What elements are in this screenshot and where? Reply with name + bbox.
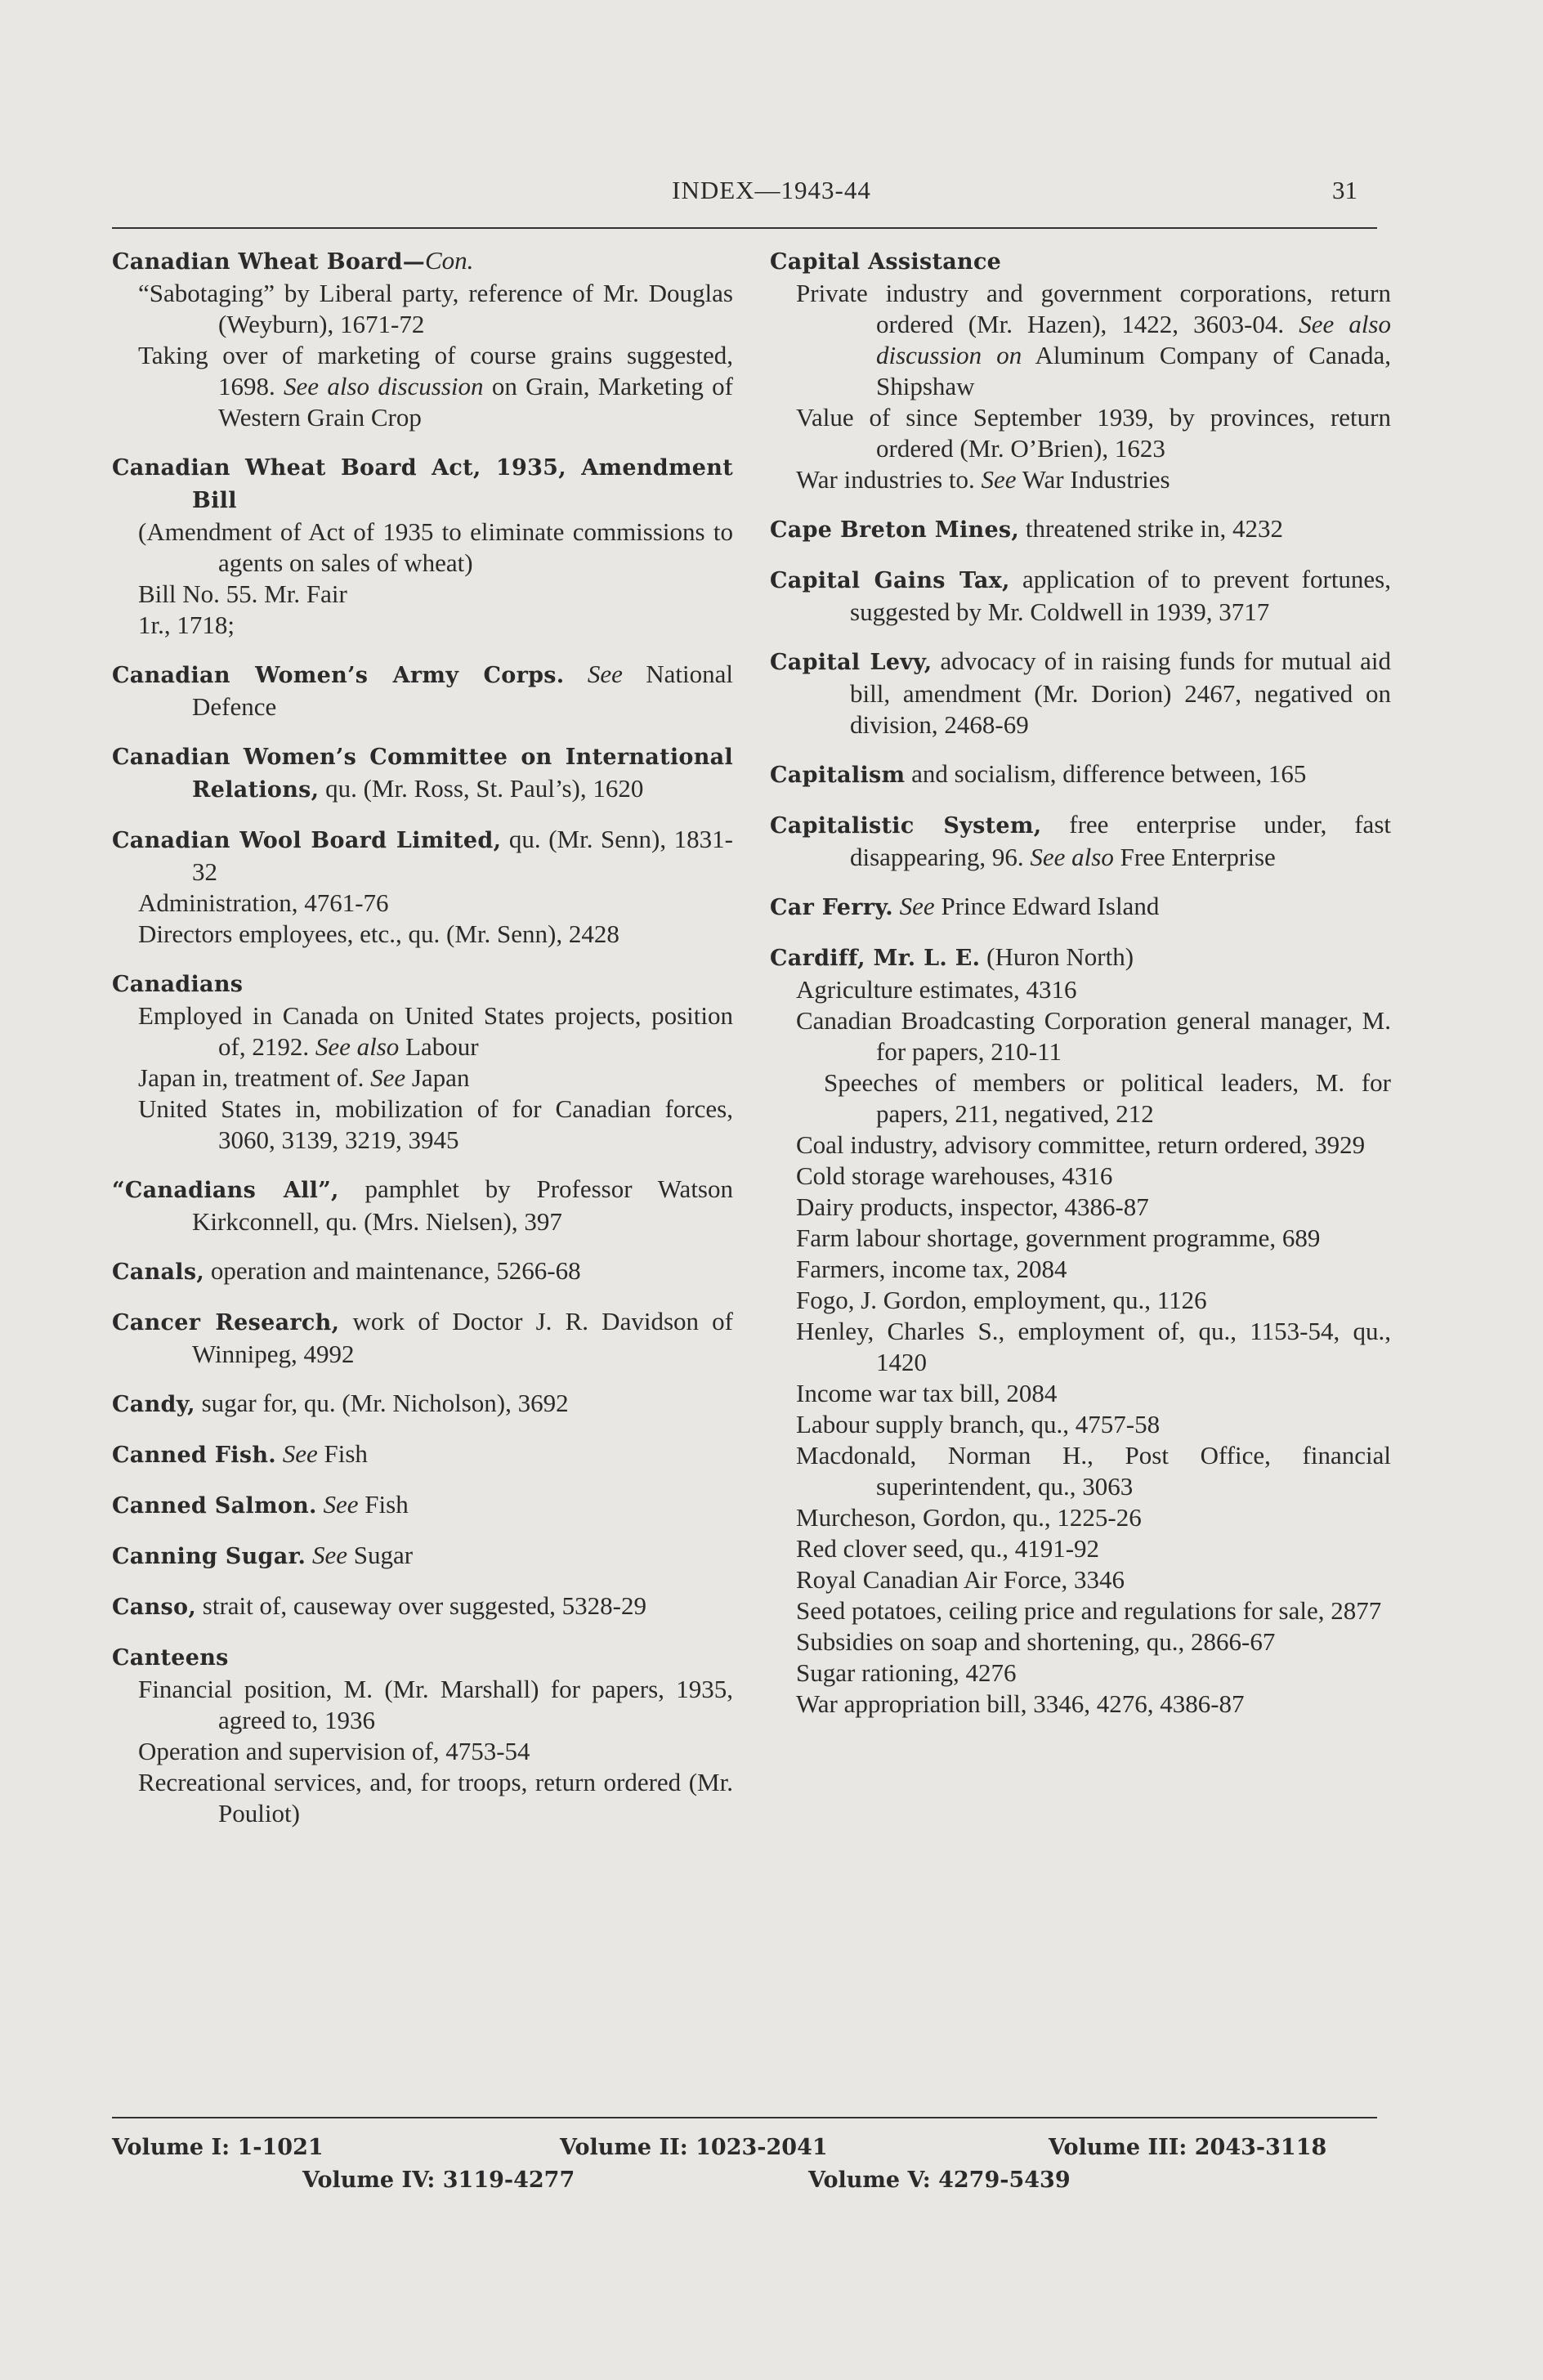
entry-heading-line bbox=[770, 942, 1391, 974]
index-entry bbox=[112, 1388, 733, 1420]
index-entry bbox=[112, 1641, 733, 1829]
entry-subentry: Income war tax bill, 2084 bbox=[796, 1379, 1058, 1407]
entry-text: See National Defence bbox=[192, 660, 734, 721]
entry-heading: Capitalistic System, bbox=[770, 813, 1042, 839]
entry-heading: Canadian Wool Board Limited, bbox=[112, 828, 502, 853]
index-entry bbox=[770, 513, 1391, 546]
entry-text: strait of, causeway over suggested, 5328-29 bbox=[196, 1591, 646, 1620]
entry-subentry: United States in, mobilization of for Canadian forces, 3060, 3139, 3219, 3945 bbox=[138, 1094, 733, 1154]
entry-subentry: Labour supply branch, qu., 4757-58 bbox=[796, 1410, 1161, 1438]
entry-subentry: Japan in, treatment of. See Japan bbox=[138, 1063, 470, 1092]
entry-heading: Cancer Research, bbox=[112, 1310, 340, 1335]
entry-subentry: Macdonald, Norman H., Post Office, financial superintendent, qu., 3063 bbox=[796, 1441, 1391, 1501]
entry-subentry: Henley, Charles S., employment of, qu., 1153-54, qu., 1420 bbox=[796, 1317, 1391, 1376]
entry-heading: Cape Breton Mines, bbox=[770, 517, 1020, 543]
entry-text: sugar for, qu. (Mr. Nicholson), 3692 bbox=[195, 1389, 569, 1417]
entry-subentry: Coal industry, advisory committee, return ordered, 3929 bbox=[796, 1130, 1366, 1159]
entry-subentry: Seed potatoes, ceiling price and regulations for sale, 2877 bbox=[796, 1596, 1382, 1625]
index-entry bbox=[112, 1306, 733, 1370]
index-entry bbox=[112, 1590, 733, 1623]
entry-heading: Canadians bbox=[112, 972, 244, 997]
entry-subentry: Red clover seed, qu., 4191-92 bbox=[796, 1534, 1100, 1563]
entry-subentry: (Amendment of Act of 1935 to eliminate commissions to agents on sales of wheat) bbox=[138, 517, 733, 577]
header-rule bbox=[112, 227, 1377, 229]
entry-text: See Prince Edward Island bbox=[899, 892, 1160, 920]
index-entry bbox=[770, 245, 1391, 495]
index-entry bbox=[112, 659, 733, 722]
entry-text: (Huron North) bbox=[980, 942, 1134, 971]
entry-heading-line bbox=[112, 1590, 733, 1623]
entry-subentry: Subsidies on soap and shortening, qu., 2866-67 bbox=[796, 1627, 1276, 1656]
entry-subentry: Canadian Broadcasting Corporation general manager, M. for papers, 210-11 bbox=[796, 1006, 1391, 1066]
index-entry bbox=[112, 451, 733, 641]
entry-heading: Canteens bbox=[112, 1645, 229, 1671]
entry-heading-line bbox=[112, 1174, 733, 1237]
entry-text: operation and maintenance, 5266-68 bbox=[204, 1256, 581, 1285]
entry-heading-line bbox=[770, 809, 1391, 873]
index-entry bbox=[770, 809, 1391, 873]
entry-subentry: Taking over of marketing of course grains suggested, 1698. See also discussion on Grain, Marketing of Western Grain Crop bbox=[138, 341, 733, 432]
entry-subentry: Recreational services, and, for troops, return ordered (Mr. Pouliot) bbox=[138, 1768, 733, 1828]
entry-heading: Canadian Women’s Committee on International Relations, bbox=[112, 745, 733, 803]
right-column bbox=[770, 245, 1391, 1738]
index-entry bbox=[112, 968, 733, 1156]
entry-heading-line bbox=[770, 245, 1391, 278]
entry-subentry: Murcheson, Gordon, qu., 1225-26 bbox=[796, 1503, 1142, 1532]
index-entry bbox=[770, 942, 1391, 1720]
entry-heading-line bbox=[112, 1438, 733, 1471]
entry-heading: Car Ferry. bbox=[770, 895, 893, 920]
entry-subentry: Bill No. 55. Mr. Fair bbox=[138, 579, 347, 608]
entry-heading-line bbox=[112, 245, 733, 278]
index-entry bbox=[112, 1174, 733, 1237]
entry-text: See Fish bbox=[323, 1490, 409, 1519]
entry-subentry: Administration, 4761-76 bbox=[138, 888, 389, 917]
entry-heading: Canadian Women’s Army Corps. bbox=[112, 663, 565, 688]
entry-subentry: Private industry and government corporations, return ordered (Mr. Hazen), 1422, 3603-04. See also discussion on Aluminum Company of Canada, Shipshaw bbox=[796, 279, 1391, 400]
entry-heading-line bbox=[112, 1641, 733, 1674]
entry-heading: Capital Gains Tax, bbox=[770, 568, 1010, 593]
entry-subentry: Dairy products, inspector, 4386-87 bbox=[796, 1192, 1149, 1221]
entry-subentry: Agriculture estimates, 4316 bbox=[796, 975, 1077, 1004]
entry-subentry: Farm labour shortage, government programme, 689 bbox=[796, 1224, 1321, 1252]
entry-heading: Canadian Wheat Board Act, 1935, Amendment Bill bbox=[112, 455, 733, 513]
entry-text: See Sugar bbox=[312, 1541, 414, 1569]
entry-heading: Candy, bbox=[112, 1392, 195, 1417]
index-entry bbox=[112, 1540, 733, 1572]
entry-text: qu. (Mr. Ross, St. Paul’s), 1620 bbox=[319, 774, 644, 803]
entry-subentry: Fogo, J. Gordon, employment, qu., 1126 bbox=[796, 1286, 1207, 1314]
entry-heading: Canned Salmon. bbox=[112, 1493, 317, 1519]
volume-2-range: Volume II: 1023-2041 bbox=[560, 2135, 828, 2160]
entry-heading: Canals, bbox=[112, 1259, 205, 1285]
entry-heading-line bbox=[112, 1540, 733, 1572]
running-title: INDEX—1943-44 bbox=[672, 176, 871, 204]
entry-subentry: Speeches of members or political leaders, M. for papers, 211, negatived, 212 bbox=[824, 1068, 1391, 1128]
entry-heading-line bbox=[112, 740, 733, 806]
index-entry bbox=[770, 758, 1391, 791]
running-head bbox=[0, 176, 1543, 212]
entry-text: threatened strike in, 4232 bbox=[1019, 514, 1283, 543]
entry-heading-continued: Con. bbox=[425, 246, 474, 275]
entry-text: advocacy of in raising funds for mutual aid bill, amendment (Mr. Dorion) 2467, negatived on division, 2468-69 bbox=[850, 646, 1391, 739]
footer-row-1 bbox=[112, 2135, 1377, 2168]
entry-heading-line bbox=[770, 646, 1391, 740]
entry-heading: Capital Assistance bbox=[770, 249, 1002, 275]
index-entry bbox=[112, 740, 733, 806]
footer-row-2 bbox=[112, 2168, 1377, 2200]
page-number: 31 bbox=[1332, 176, 1357, 204]
index-entry bbox=[770, 646, 1391, 740]
entry-subentry: Farmers, income tax, 2084 bbox=[796, 1255, 1067, 1283]
volume-3-range: Volume III: 2043-3118 bbox=[1049, 2135, 1327, 2160]
entry-heading: Canso, bbox=[112, 1595, 197, 1620]
entry-subentry: War appropriation bill, 3346, 4276, 4386-87 bbox=[796, 1689, 1245, 1718]
entry-heading-line bbox=[112, 1306, 733, 1370]
entry-heading: Canned Fish. bbox=[112, 1443, 276, 1468]
entry-subentry: War industries to. See War Industries bbox=[796, 465, 1170, 494]
entry-heading: Capitalism bbox=[770, 763, 906, 788]
entry-heading-line bbox=[112, 1255, 733, 1288]
entry-text: and socialism, difference between, 165 bbox=[905, 759, 1307, 788]
index-entry bbox=[112, 824, 733, 950]
entry-subentry: Employed in Canada on United States projects, position of, 2192. See also Labour bbox=[138, 1001, 733, 1061]
entry-subentry: Cold storage warehouses, 4316 bbox=[796, 1161, 1113, 1190]
entry-heading-line bbox=[770, 891, 1391, 924]
index-entry bbox=[770, 891, 1391, 924]
entry-heading-line bbox=[112, 659, 733, 722]
entry-subentry: Directors employees, etc., qu. (Mr. Senn), 2428 bbox=[138, 919, 619, 948]
entry-heading: Cardiff, Mr. L. E. bbox=[770, 946, 981, 971]
entry-heading-line bbox=[112, 968, 733, 1000]
index-entry bbox=[112, 1489, 733, 1522]
entry-subentry: Value of since September 1939, by provinces, return ordered (Mr. O’Brien), 1623 bbox=[796, 403, 1391, 463]
entry-heading: “Canadians All”, bbox=[112, 1178, 339, 1203]
entry-text: See Fish bbox=[282, 1439, 368, 1468]
index-entry bbox=[112, 1438, 733, 1471]
volume-footer bbox=[112, 2135, 1377, 2200]
index-entry bbox=[112, 1255, 733, 1288]
entry-heading: Canadian Wheat Board— bbox=[112, 249, 425, 275]
volume-5-range: Volume V: 4279-5439 bbox=[808, 2168, 1071, 2193]
index-entry bbox=[770, 564, 1391, 628]
entry-subentry: “Sabotaging” by Liberal party, reference of Mr. Douglas (Weyburn), 1671-72 bbox=[138, 279, 733, 338]
volume-1-range: Volume I: 1-1021 bbox=[112, 2135, 324, 2160]
entry-subentry: Royal Canadian Air Force, 3346 bbox=[796, 1565, 1125, 1594]
entry-subentry: Sugar rationing, 4276 bbox=[796, 1658, 1017, 1687]
entry-heading-line bbox=[112, 1489, 733, 1522]
index-entry bbox=[112, 245, 733, 433]
entry-text: free enterprise under, fast disappearing, 96. See also Free Enterprise bbox=[850, 810, 1391, 871]
entry-text: qu. (Mr. Senn), 1831-32 bbox=[192, 825, 733, 886]
footer-rule bbox=[112, 2117, 1377, 2118]
entry-text: application of to prevent fortunes, suggested by Mr. Coldwell in 1939, 3717 bbox=[850, 565, 1391, 626]
entry-text: pamphlet by Professor Watson Kirkconnell, qu. (Mrs. Nielsen), 397 bbox=[192, 1174, 733, 1236]
volume-4-range: Volume IV: 3119-4277 bbox=[302, 2168, 575, 2193]
entry-text: work of Doctor J. R. Davidson of Winnipeg, 4992 bbox=[192, 1307, 734, 1368]
entry-heading-line bbox=[770, 564, 1391, 628]
entry-heading-line bbox=[112, 1388, 733, 1420]
entry-heading-line bbox=[770, 758, 1391, 791]
entry-heading-line bbox=[770, 513, 1391, 546]
entry-heading: Capital Levy, bbox=[770, 650, 933, 675]
entry-subentry: Operation and supervision of, 4753-54 bbox=[138, 1737, 530, 1765]
entry-subentry: Financial position, M. (Mr. Marshall) for papers, 1935, agreed to, 1936 bbox=[138, 1675, 733, 1734]
entry-subentry: 1r., 1718; bbox=[138, 611, 235, 639]
entry-heading-line bbox=[112, 824, 733, 888]
entry-heading: Canning Sugar. bbox=[112, 1544, 306, 1569]
left-column bbox=[112, 245, 733, 1847]
entry-heading-line bbox=[112, 451, 733, 517]
